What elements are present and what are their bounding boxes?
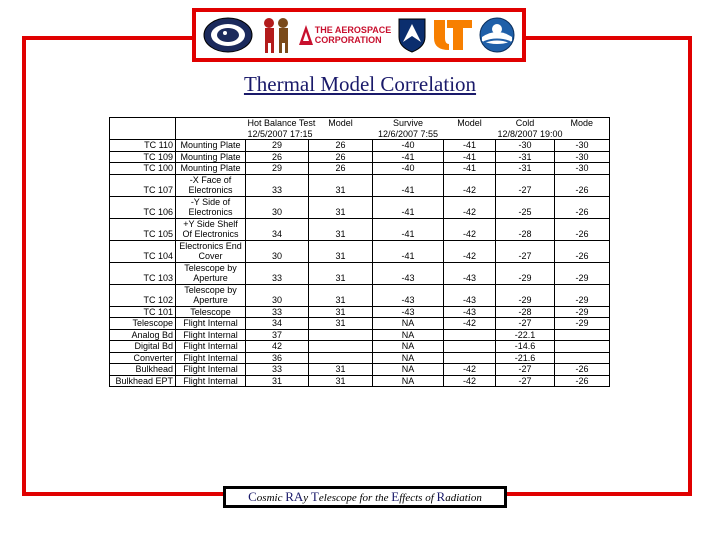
sensor-id-cell: TC 102 — [110, 284, 176, 306]
value-cell: 31 — [309, 240, 373, 262]
value-cell: -31 — [496, 163, 555, 175]
value-cell — [555, 352, 610, 364]
value-cell: -21.6 — [496, 352, 555, 364]
sensor-id-cell: TC 106 — [110, 196, 176, 218]
value-cell: -42 — [444, 318, 496, 330]
acronym-letter: RA — [285, 489, 304, 504]
value-cell: -14.6 — [496, 341, 555, 353]
value-cell: 26 — [246, 151, 309, 163]
location-cell: Flight Internal — [176, 375, 246, 387]
table-row — [110, 306, 610, 318]
header-cell: Survive — [373, 118, 444, 129]
value-cell: -26 — [555, 375, 610, 387]
value-cell: -27 — [496, 240, 555, 262]
value-cell: NA — [373, 375, 444, 387]
acronym-word-rest: adiation — [445, 492, 482, 504]
value-cell: 31 — [309, 174, 373, 196]
value-cell: -40 — [373, 140, 444, 152]
table-row — [110, 318, 610, 330]
sensor-id-cell: TC 107 — [110, 174, 176, 196]
sensor-id-cell: Bulkhead EPT — [110, 375, 176, 387]
value-cell: 31 — [309, 284, 373, 306]
sensor-id-cell: Digital Bd — [110, 341, 176, 353]
location-cell: Telescope — [176, 306, 246, 318]
acronym-letter: T — [310, 489, 319, 504]
value-cell — [309, 341, 373, 353]
value-cell: -41 — [444, 163, 496, 175]
value-cell — [555, 329, 610, 341]
header-cell: Model — [309, 118, 373, 129]
table-row — [110, 140, 610, 152]
value-cell: -40 — [373, 163, 444, 175]
value-cell: 42 — [246, 341, 309, 353]
table-row — [110, 341, 610, 353]
noaa-circle-icon — [479, 17, 515, 53]
acronym-letter: R — [436, 489, 446, 504]
header-row-2 — [110, 129, 610, 140]
value-cell: -30 — [555, 163, 610, 175]
header-cell — [555, 129, 610, 140]
value-cell: 26 — [309, 140, 373, 152]
sensor-id-cell: TC 101 — [110, 306, 176, 318]
location-cell: Mounting Plate — [176, 151, 246, 163]
value-cell: 31 — [309, 196, 373, 218]
acronym-letter: E — [391, 489, 400, 504]
value-cell: -29 — [496, 262, 555, 284]
value-cell: 30 — [246, 196, 309, 218]
value-cell — [309, 329, 373, 341]
value-cell: 31 — [309, 364, 373, 376]
value-cell: 26 — [309, 151, 373, 163]
location-cell: Flight Internal — [176, 318, 246, 330]
sensor-id-cell: TC 100 — [110, 163, 176, 175]
value-cell: NA — [373, 318, 444, 330]
value-cell: -41 — [373, 151, 444, 163]
logo-bar — [192, 8, 526, 62]
value-cell: 33 — [246, 364, 309, 376]
nasa-seal-icon — [203, 16, 253, 54]
value-cell: -22.1 — [496, 329, 555, 341]
header-cell — [110, 118, 176, 129]
header-cell: 12/5/2007 17:15 — [247, 128, 313, 139]
table-body — [110, 140, 610, 387]
value-cell: NA — [373, 329, 444, 341]
value-cell: 34 — [246, 318, 309, 330]
value-cell: 31 — [246, 375, 309, 387]
value-cell: NA — [373, 341, 444, 353]
header-cell: Mode — [555, 118, 610, 129]
table-row — [110, 163, 610, 175]
location-cell: Mounting Plate — [176, 140, 246, 152]
table-row — [110, 196, 610, 218]
value-cell: -29 — [555, 262, 610, 284]
table-row — [110, 284, 610, 306]
value-cell: -30 — [496, 140, 555, 152]
value-cell: -41 — [444, 151, 496, 163]
value-cell: 33 — [246, 174, 309, 196]
location-cell: -Y Side of Electronics — [176, 196, 246, 218]
value-cell: NA — [373, 352, 444, 364]
value-cell: -42 — [444, 218, 496, 240]
header-cell: 12/6/2007 7:55 — [377, 128, 439, 139]
value-cell: 30 — [246, 284, 309, 306]
value-cell: 31 — [309, 262, 373, 284]
figure-icon — [259, 15, 293, 55]
value-cell: -42 — [444, 174, 496, 196]
table-row — [110, 174, 610, 196]
value-cell: -43 — [373, 262, 444, 284]
acronym-letter: C — [248, 489, 257, 504]
value-cell: 36 — [246, 352, 309, 364]
sensor-id-cell: Bulkhead — [110, 364, 176, 376]
location-cell: Mounting Plate — [176, 163, 246, 175]
header-cell — [176, 129, 246, 140]
value-cell — [444, 352, 496, 364]
header-cell: 12/8/2007 19:00 — [497, 128, 563, 139]
value-cell: 26 — [309, 163, 373, 175]
footer-acronym — [223, 486, 507, 508]
value-cell: -26 — [555, 364, 610, 376]
location-cell: -X Face of Electronics — [176, 174, 246, 196]
acronym-word-rest: ffects of — [399, 492, 437, 504]
location-cell: Flight Internal — [176, 329, 246, 341]
sensor-id-cell: TC 110 — [110, 140, 176, 152]
value-cell: -25 — [496, 196, 555, 218]
value-cell: 37 — [246, 329, 309, 341]
value-cell: -41 — [373, 240, 444, 262]
correlation-table-wrap — [109, 117, 609, 387]
value-cell: -27 — [496, 375, 555, 387]
value-cell: 31 — [309, 375, 373, 387]
header-cell — [176, 118, 246, 129]
aerospace-line1: THE AEROSPACE — [314, 25, 392, 35]
table-row — [110, 364, 610, 376]
value-cell: -41 — [373, 174, 444, 196]
sensor-id-cell: Analog Bd — [110, 329, 176, 341]
page-title: Thermal Model Correlation — [243, 72, 477, 96]
value-cell: -29 — [496, 284, 555, 306]
value-cell: 31 — [309, 306, 373, 318]
aerospace-line2: CORPORATION — [314, 35, 382, 45]
value-cell: -27 — [496, 318, 555, 330]
location-cell: Telescope by Aperture — [176, 262, 246, 284]
value-cell: -43 — [373, 306, 444, 318]
value-cell: -41 — [373, 218, 444, 240]
value-cell: -26 — [555, 240, 610, 262]
value-cell — [444, 341, 496, 353]
value-cell: -30 — [555, 140, 610, 152]
value-cell: -26 — [555, 218, 610, 240]
value-cell: 31 — [309, 218, 373, 240]
header-cell — [444, 129, 496, 140]
header-cell: Hot Balance Test — [247, 118, 316, 128]
value-cell — [444, 329, 496, 341]
value-cell: 29 — [246, 163, 309, 175]
value-cell: -31 — [496, 151, 555, 163]
value-cell: -29 — [555, 318, 610, 330]
value-cell: -42 — [444, 196, 496, 218]
value-cell: -30 — [555, 151, 610, 163]
aerospace-logo — [299, 25, 392, 45]
table-row — [110, 352, 610, 364]
table-row — [110, 151, 610, 163]
sensor-id-cell: TC 104 — [110, 240, 176, 262]
table-row — [110, 375, 610, 387]
header-cell — [110, 129, 176, 140]
value-cell: 33 — [246, 262, 309, 284]
value-cell: -43 — [373, 284, 444, 306]
value-cell: -29 — [555, 284, 610, 306]
sensor-id-cell: TC 103 — [110, 262, 176, 284]
location-cell: +Y Side Shelf Of Electronics — [176, 218, 246, 240]
sensor-id-cell: TC 109 — [110, 151, 176, 163]
sensor-id-cell: Converter — [110, 352, 176, 364]
table-row — [110, 262, 610, 284]
location-cell: Flight Internal — [176, 364, 246, 376]
value-cell: -42 — [444, 240, 496, 262]
value-cell: -43 — [444, 262, 496, 284]
sensor-id-cell: Telescope — [110, 318, 176, 330]
acronym-word-rest: elescope for the — [318, 492, 392, 504]
value-cell: -43 — [444, 306, 496, 318]
location-cell: Flight Internal — [176, 341, 246, 353]
header-cell: Cold — [496, 118, 555, 129]
value-cell: -28 — [496, 218, 555, 240]
value-cell: 34 — [246, 218, 309, 240]
table-row — [110, 329, 610, 341]
value-cell: 31 — [309, 318, 373, 330]
value-cell: 33 — [246, 306, 309, 318]
value-cell: -41 — [444, 140, 496, 152]
value-cell: -42 — [444, 375, 496, 387]
value-cell — [309, 352, 373, 364]
value-cell: -27 — [496, 174, 555, 196]
ut-logo — [433, 18, 473, 52]
value-cell: NA — [373, 364, 444, 376]
value-cell: -42 — [444, 364, 496, 376]
correlation-table — [109, 117, 610, 387]
acronym-word-rest: osmic — [256, 492, 286, 504]
sensor-id-cell: TC 105 — [110, 218, 176, 240]
table-row — [110, 240, 610, 262]
location-cell: Flight Internal — [176, 352, 246, 364]
value-cell: -26 — [555, 196, 610, 218]
location-cell: Telescope by Aperture — [176, 284, 246, 306]
table-row — [110, 218, 610, 240]
header-cell: Model — [444, 118, 496, 129]
header-cell — [309, 129, 373, 140]
value-cell: -43 — [444, 284, 496, 306]
value-cell: -41 — [373, 196, 444, 218]
value-cell: 29 — [246, 140, 309, 152]
location-cell: Electronics End Cover — [176, 240, 246, 262]
value-cell: -28 — [496, 306, 555, 318]
value-cell: -26 — [555, 174, 610, 196]
header-row-1 — [110, 118, 610, 129]
value-cell: -27 — [496, 364, 555, 376]
shield-icon — [397, 17, 427, 53]
acronym-word-rest: y — [303, 492, 311, 504]
value-cell: 30 — [246, 240, 309, 262]
value-cell — [555, 341, 610, 353]
value-cell: -29 — [555, 306, 610, 318]
